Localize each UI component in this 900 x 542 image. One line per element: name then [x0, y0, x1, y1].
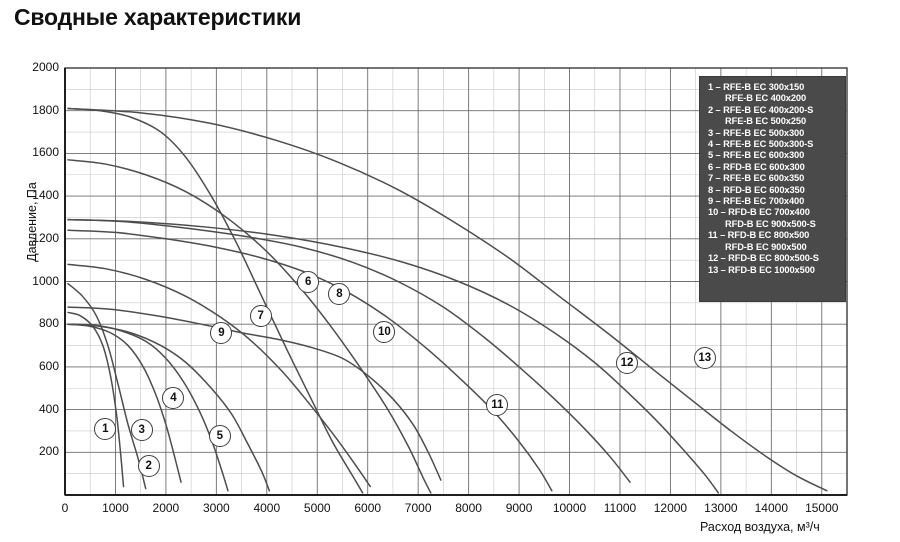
legend-item: 9 – RFE-B EC 700x400 — [708, 196, 805, 207]
legend-item: 7 – RFE-B EC 600x350 — [708, 173, 805, 184]
legend-item: 1 – RFE-B EC 300x150 — [708, 82, 805, 92]
legend-item: RFD-B EC 900x500-S — [725, 218, 816, 229]
x-tick-label: 10000 — [552, 501, 587, 515]
x-tick-label: 8000 — [455, 501, 482, 515]
legend-item: 12 – RFD-B EC 800x500-S — [708, 253, 819, 264]
x-tick-label: 0 — [61, 501, 69, 515]
legend-item: 2 – RFE-B EC 400x200-S — [708, 104, 814, 115]
y-tick-label: 1200 — [32, 230, 59, 245]
curve-callout: 1 — [94, 418, 116, 440]
y-tick-label: 1000 — [32, 273, 59, 288]
x-tick-label: 13000 — [704, 501, 738, 515]
y-tick-label: 200 — [38, 444, 59, 459]
y-tick-label: 400 — [38, 401, 59, 416]
legend-item: 13 – RFD-B EC 1000x500 — [708, 264, 815, 275]
legend-item: 4 – RFE-B EC 500x300-S — [708, 139, 814, 150]
x-tick-label: 7000 — [404, 501, 432, 515]
page-title: Сводные характеристики — [14, 4, 302, 30]
y-tick-label: 1800 — [32, 102, 59, 117]
x-tick-label: 6000 — [354, 501, 382, 515]
x-tick-label: 1000 — [102, 501, 129, 515]
curve-callout: 2 — [138, 455, 160, 477]
x-tick-label: 5000 — [303, 501, 331, 515]
curve-callout: 7 — [250, 305, 272, 327]
legend-item: RFE-B EC 500x250 — [725, 116, 807, 127]
curve-callout: 10 — [373, 321, 395, 343]
x-tick-label: 3000 — [202, 501, 230, 515]
legend-item: RFE-B EC 400x200 — [725, 93, 807, 104]
curve-callout: 3 — [131, 419, 153, 441]
legend-item: RFD-B EC 900x500 — [725, 241, 807, 252]
curve-callout: 8 — [328, 283, 350, 305]
curve-callout: 6 — [297, 271, 319, 293]
curve-callout: 13 — [694, 347, 716, 369]
curve-callout: 11 — [486, 394, 508, 416]
legend-item: 6 – RFD-B EC 600x300 — [708, 161, 805, 172]
x-axis-title: Расход воздуха, м³/ч — [700, 520, 820, 534]
curve-callout: 12 — [616, 352, 638, 374]
x-tick-label: 9000 — [505, 501, 533, 515]
x-tick-label: 12000 — [653, 501, 688, 515]
legend-item: 5 – RFE-B EC 600x300 — [708, 150, 805, 161]
legend-item: 3 – RFE-B EC 500x300 — [708, 127, 805, 138]
legend-item: 8 – RFD-B EC 600x350 — [708, 184, 805, 195]
x-tick-label: 4000 — [253, 501, 281, 515]
curve-callout: 9 — [210, 322, 232, 344]
y-tick-label: 1400 — [32, 188, 59, 203]
legend-item: 11 – RFD-B EC 800x500 — [708, 230, 810, 241]
x-tick-label: 11000 — [603, 501, 637, 515]
y-tick-label: 600 — [38, 358, 59, 373]
y-tick-label: 2000 — [32, 60, 59, 74]
curve-callout: 5 — [209, 425, 231, 447]
y-tick-label: 800 — [38, 316, 59, 331]
legend-item: 10 – RFD-B EC 700x400 — [708, 207, 810, 218]
x-tick-label: 2000 — [152, 501, 180, 515]
chart-legend — [699, 76, 846, 302]
y-axis-title: Давление, Па — [25, 182, 39, 262]
x-tick-label: 14000 — [754, 501, 788, 515]
x-tick-label: 15000 — [805, 501, 839, 515]
y-tick-label: 1600 — [32, 145, 59, 160]
curve-callout: 4 — [162, 387, 184, 409]
